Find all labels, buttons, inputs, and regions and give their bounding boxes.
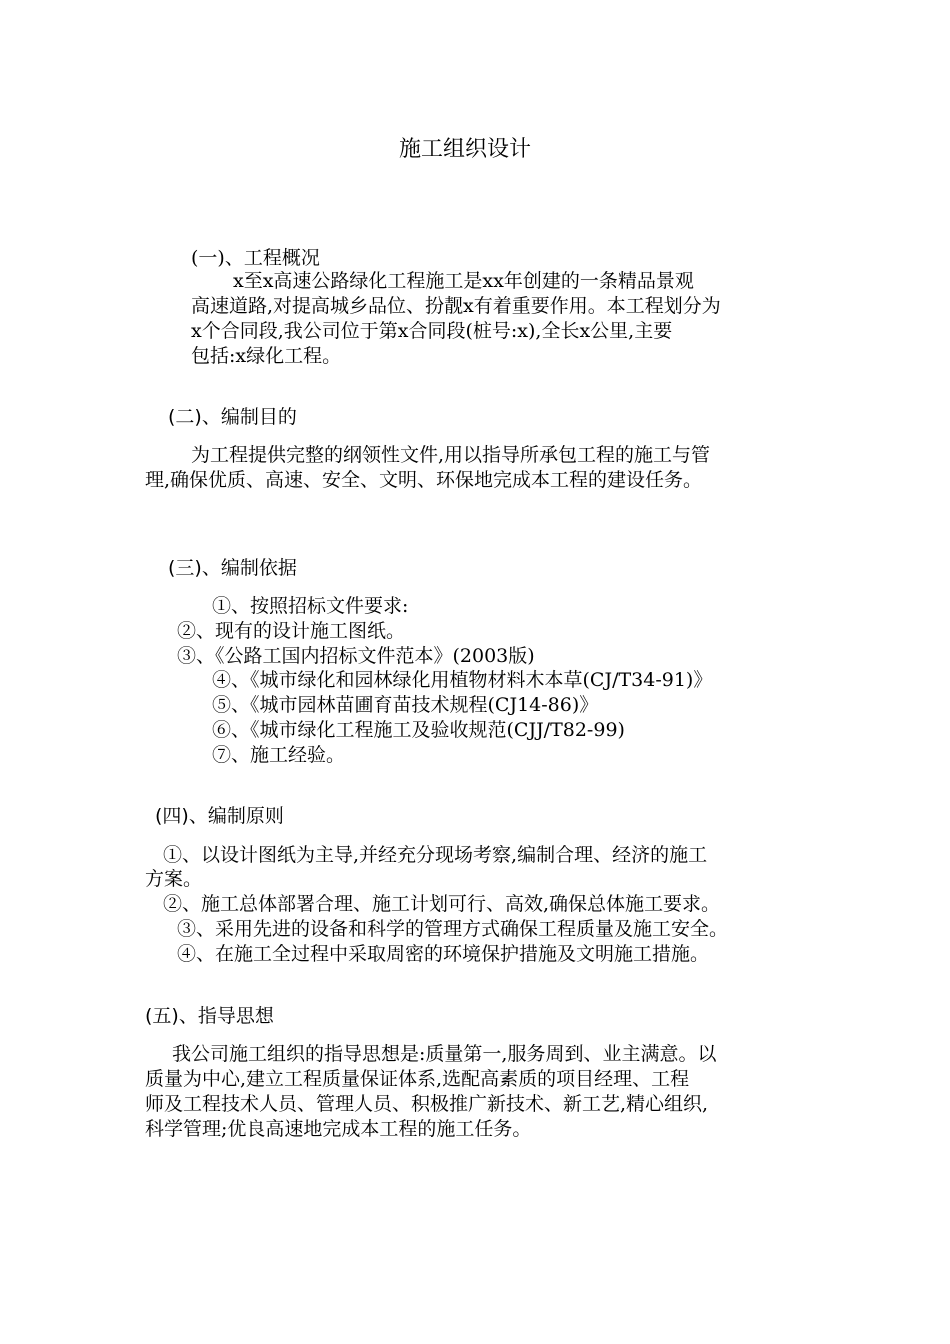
section2-line: 为工程提供完整的纲领性文件,用以指导所承包工程的施工与管 (191, 444, 711, 466)
section3-heading: (三)、编制依据 (168, 557, 297, 579)
section5-line: 师及工程技术人员、管理人员、积极推广新技术、新工艺,精心组织, (145, 1093, 709, 1115)
section2-line: 理,确保优质、高速、安全、文明、环保地完成本工程的建设任务。 (145, 469, 703, 491)
section1-line: 高速道路,对提高城乡品位、扮靓x有着重要作用。本工程划分为 (191, 295, 721, 317)
section3-item: ⑤、《城市园林苗圃育苗技术规程(CJ14-86)》 (212, 694, 599, 716)
section3-item: ④、《城市绿化和园林绿化用植物材料木本草(CJ/T34-91)》 (212, 669, 713, 691)
section5-heading: (五)、指导思想 (145, 1005, 274, 1027)
section5-line: 科学管理;优良高速地完成本工程的施工任务。 (145, 1118, 532, 1140)
section1-heading: (一)、工程概况 (191, 247, 320, 269)
section4-line: 方案。 (145, 868, 203, 890)
section3-item: ①、按照招标文件要求: (212, 595, 409, 617)
document-title: 施工组织设计 (399, 137, 532, 162)
section3-item: ②、现有的设计施工图纸。 (177, 620, 406, 642)
section1-line: x个合同段,我公司位于第x合同段(桩号:x),全长x公里,主要 (191, 320, 673, 342)
section3-item: ③、《公路工国内招标文件范本》(2003版) (177, 645, 535, 667)
section1-line: 包括:x绿化工程。 (191, 345, 342, 367)
section4-line: ①、以设计图纸为主导,并经充分现场考察,编制合理、经济的施工 (163, 844, 708, 866)
section3-item: ⑥、《城市绿化工程施工及验收规范(CJJ/T82-99) (212, 719, 625, 741)
section4-line: ②、施工总体部署合理、施工计划可行、高效,确保总体施工要求。 (163, 893, 721, 915)
section4-heading: (四)、编制原则 (155, 805, 284, 827)
section5-line: 我公司施工组织的指导思想是:质量第一,服务周到、业主满意。以 (172, 1043, 717, 1065)
section4-line: ④、在施工全过程中采取周密的环境保护措施及文明施工措施。 (177, 943, 710, 965)
section2-heading: (二)、编制目的 (168, 406, 297, 428)
section1-line: x至x高速公路绿化工程施工是xx年创建的一条精品景观 (233, 270, 694, 292)
section5-line: 质量为中心,建立工程质量保证体系,选配高素质的项目经理、工程 (145, 1068, 690, 1090)
section4-line: ③、采用先进的设备和科学的管理方式确保工程质量及施工安全。 (177, 918, 729, 940)
section3-item: ⑦、施工经验。 (212, 744, 346, 766)
